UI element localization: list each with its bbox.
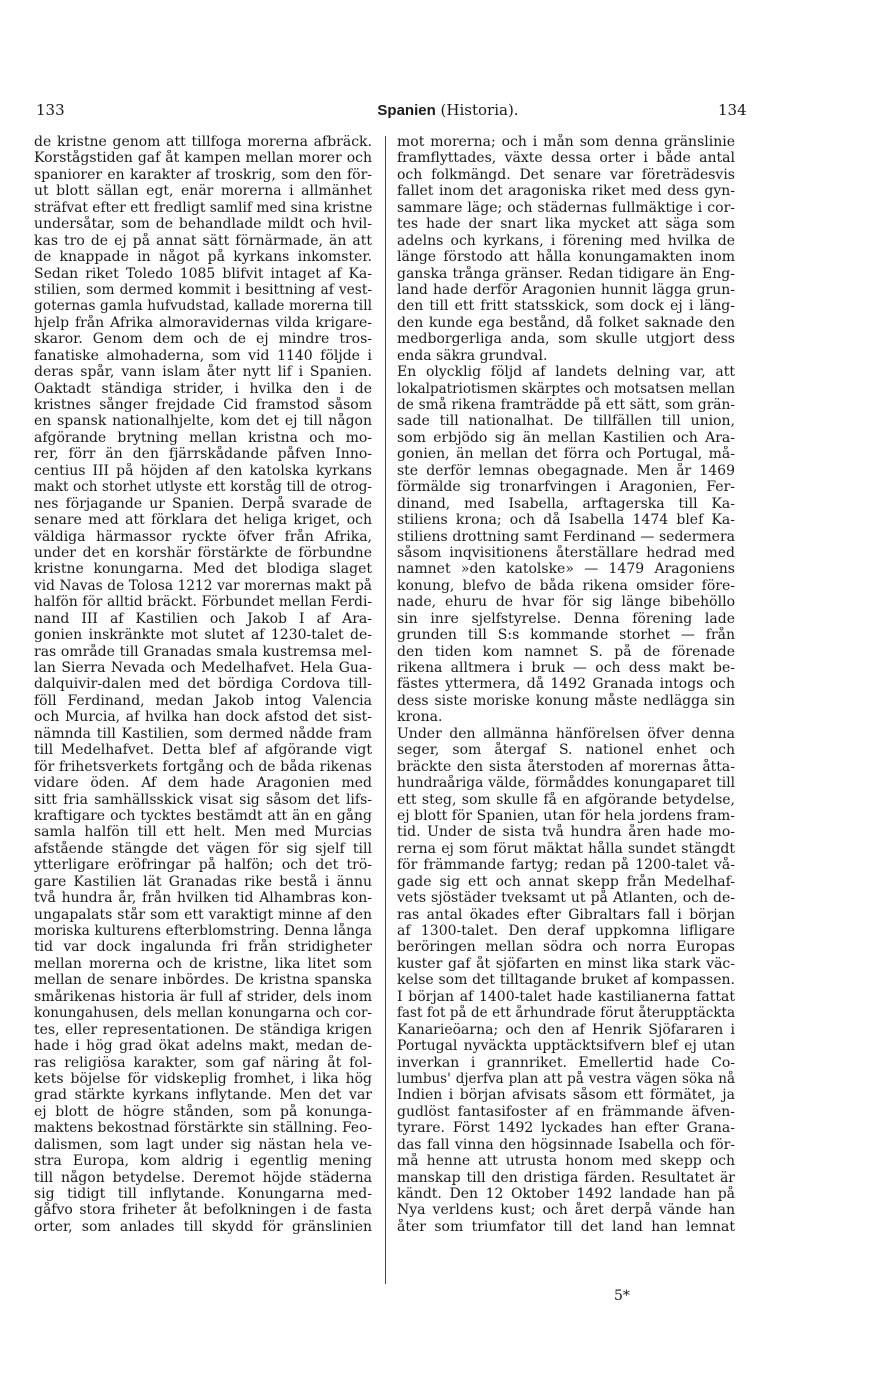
text-line: förmälde sig tronarfvingen i Aragonien, Fer- — [397, 479, 735, 496]
text-line: kuster gaf åt sjöfarten en minst lika stark väc- — [397, 955, 735, 972]
text-line: grad stärkte kyrkans inflytande. Men det var — [34, 1087, 372, 1104]
text-line: tyrare. Först 1492 lyckades han efter Grana- — [397, 1120, 735, 1137]
text-line: ytterligare eröfringar på halfön; och det trö- — [34, 857, 372, 874]
text-line: sträfvat efter ett fredligt samlif med sina kristne — [34, 199, 372, 216]
text-line: samla halfön till ett helt. Men med Murcias — [34, 824, 372, 841]
text-line: Sedan riket Toledo 1085 blifvit intaget af Ka- — [34, 265, 372, 282]
text-line: den tiden kom namnet S. på de förenade — [397, 643, 735, 660]
text-line: manskap till den dristiga färden. Resultatet är — [397, 1169, 735, 1186]
text-line: beröringen mellan södra och norra Europas — [397, 939, 735, 956]
text-line: krona. — [397, 709, 443, 726]
text-line: och folkmängd. Det senare var företrädesvis — [397, 166, 735, 183]
text-line: smårikenas historia är full af strider, dels inom — [34, 988, 372, 1005]
text-line: kets böjelse för vidskeplig fromhet, i lika hög — [34, 1070, 372, 1087]
text-line: lan Sierra Nevada och Medelhafvet. Hela Gua- — [34, 660, 372, 676]
text-line: undersåtar, som de behandlade mildt och hvil- — [34, 216, 372, 233]
text-line: seger, som återgaf S. nationel enhet och — [397, 742, 735, 759]
text-line: gonien inskränkte mot slutet af 1230-talet de- — [34, 627, 372, 644]
signature-mark: 5* — [614, 1288, 630, 1304]
text-line: orter, som anlades till skydd för gränslinien — [34, 1218, 372, 1235]
text-line: ras antal ökades efter Gibraltars fall i början — [397, 906, 735, 923]
text-line: sitt fria samhällsskick visat sig såsom det lifs- — [34, 791, 372, 808]
text-line: åter som triumfator till det land han lemnat — [397, 1218, 735, 1235]
text-line: hundraåriga välde, förmåddes konungaparet till — [397, 775, 735, 792]
text-line: hjelp från Afrika almoravidernas vilda krigare- — [34, 314, 372, 331]
text-line: kristnes sånger frejdade Cid framstod såsom — [34, 397, 372, 413]
text-line: ras religiösa karakter, som gaf näring åt fol- — [34, 1054, 372, 1071]
text-line: grunden till S:s kommande storhet — från — [397, 627, 735, 644]
text-line: Korstågstiden gaf åt kampen mellan morer och — [34, 150, 372, 167]
text-line: Kanarieöarna; och den af Henrik Sjöfararen i — [397, 1021, 735, 1038]
text-line: under det en korshär förstärkte de förbundne — [34, 544, 372, 561]
text-line: Portugal nyväckta upptäcktsifvern blef ej utan — [397, 1038, 735, 1055]
text-line: spaniorer en karakter af troskrig, som den för- — [34, 166, 372, 183]
text-line: nade, ehuru de hvar för sig länge bibehöllo — [397, 594, 735, 611]
text-line: sade till nationalhat. De tillfällen till union, — [397, 413, 735, 430]
text-line: den till ett fritt statsskick, som dock ej i läng- — [397, 298, 735, 315]
text-line: konung, blefvo de båda rikena omsider före- — [397, 577, 735, 594]
text-line: land hade derför Aragonien hunnit lägga grun- — [397, 281, 735, 298]
text-line: för frihetsverkets fortgång och de båda rikenas — [34, 758, 372, 775]
text-line: ut blott sällan egt, enär morerna i allmänhet — [34, 183, 372, 200]
text-line: fast fot på de ett århundrade förut återupptäckta — [397, 1005, 735, 1022]
text-line: och Murcia, af hvilka han dock afstod det sist- — [34, 709, 372, 726]
text-line: inverkan i grannriket. Emellertid hade Co- — [397, 1054, 735, 1071]
text-line: Indien i början afvisats såsom ett förmätet, ja — [397, 1087, 735, 1104]
running-title-sub: (Historia). — [440, 101, 519, 119]
text-line: ste derför lemnas obegagnade. Men år 1469 — [397, 462, 735, 479]
text-line: lumbus' djerfva plan att på vestra vägen söka nå — [397, 1070, 735, 1087]
text-line: hade i hög grad ökat adelns makt, medan de- — [34, 1038, 372, 1055]
text-line: tes hade der snart lika mycket att säga som — [397, 216, 735, 233]
text-line: afstående stängde det vägen för sig sjelf till — [34, 840, 372, 857]
text-line: makt och storhet utlyste ett korståg till de otrog- — [34, 479, 372, 496]
page-header — [0, 101, 896, 123]
text-line: dalquivir-dalen med det bördiga Cordova till- — [34, 676, 372, 693]
text-line: kristne konungarna. Med det blodiga slaget — [34, 561, 372, 578]
text-line: ej blott de högre stånden, som på konunga- — [34, 1103, 372, 1120]
text-line: vid Navas de Tolosa 1212 var morernas makt på — [34, 577, 372, 594]
text-line: kelse som det tilltagande bruket af kompassen. — [397, 972, 735, 989]
text-line: kas tro de ej på annat sätt förnärmade, än att — [34, 232, 372, 249]
text-line: lokalpatriotismen skärptes och motsatsen mellan — [397, 380, 735, 397]
text-line: de knappade in något på kyrkans inkomster. — [34, 249, 372, 266]
running-title-main: Spanien — [377, 102, 436, 119]
text-line: gare Kastilien lät Granadas rike bestå i ännu — [34, 873, 372, 890]
right-page-number: 134 — [718, 101, 747, 119]
text-line: dinand, med Isabella, arftagerska till Ka- — [397, 495, 735, 512]
text-line: tes, eller representationen. De ständiga krigen — [34, 1021, 372, 1038]
text-line: dalismen, som lagt under sig nästan hela ve- — [34, 1136, 372, 1153]
left-page-number: 133 — [36, 101, 65, 119]
text-line: I början af 1400-talet hade kastilianerna fattat — [397, 988, 735, 1005]
text-line: de små rikena framträdde på ett sätt, som grän- — [397, 397, 735, 413]
text-line: två hundra år, från hvilken tid Alhambras kon- — [34, 890, 372, 907]
text-line: stra Europa, kom aldrig i egentlig mening — [34, 1153, 372, 1170]
text-line: goternas gamla hufvudstad, kallade morerna till — [34, 298, 372, 315]
column-divider — [385, 136, 386, 1284]
text-line: må henne att utrusta honom med skepp och — [397, 1153, 735, 1170]
text-line: en spansk nationalhjelte, kom det ej till någon — [34, 413, 372, 430]
text-line: föll Ferdinand, medan Jakob intog Valencia — [34, 692, 372, 709]
text-line: adelns och kyrkans, i förening med hvilka de — [397, 232, 735, 249]
text-line: En olycklig följd af landets delning var, att — [397, 364, 735, 381]
text-line: kraftigare och tycktes bestämdt att än en gång — [34, 807, 372, 824]
text-line: Under den allmänna hänförelsen öfver denna — [397, 725, 735, 742]
left-text-column — [34, 134, 372, 1314]
text-line: gudlöst fantasifoster af en främmande äfven- — [397, 1103, 735, 1120]
text-line: nes förjagande ur Spanien. Derpå svarade de — [34, 495, 372, 512]
text-line: till Medelhafvet. Detta blef af afgörande vigt — [34, 742, 372, 759]
text-line: konungahusen, dels mellan konungarna och cor- — [34, 1005, 372, 1022]
text-line: till någon betydelse. Deremot höjde städerna — [34, 1169, 372, 1186]
text-line: den kunde ega bestånd, då folket saknade den — [397, 314, 735, 331]
text-line: mot morerna; och i mån som denna gränslinie — [397, 134, 735, 150]
text-line: stiliens drottning samt Ferdinand — sedermera — [397, 528, 735, 545]
text-line: mellan morerna och de kristne, lika litet som — [34, 955, 372, 972]
text-line: namnet »den katolske» — 1479 Aragoniens — [397, 561, 735, 578]
text-line: mellan de senare inbördes. De kristna spanska — [34, 972, 372, 989]
text-line: väldiga härmassor ryckte öfver från Afrika, — [34, 528, 372, 545]
text-line: bräckte den sista återstoden af morernas åtta- — [397, 758, 735, 775]
text-line: stilien, som dermed kommit i besittning af vest- — [34, 281, 372, 298]
text-line: fallet inom det aragoniska riket med dess gyn- — [397, 183, 735, 200]
text-line: fästes yttermera, då 1492 Granada intogs och — [397, 676, 735, 693]
text-line: das fall vinna den högsinnade Isabella och för- — [397, 1136, 735, 1153]
text-line: rer, förr än den fjärrskådande påfven Inno- — [34, 446, 372, 463]
text-line: tid var dock ingalunda fri från stridigheter — [34, 939, 372, 956]
text-line: fanatiske almohaderna, som vid 1140 följde i — [34, 347, 372, 364]
text-line: Nya verldens kust; och året derpå vände han — [397, 1202, 735, 1219]
text-line: ej blott för Spanien, utan för hela jordens fram- — [397, 807, 735, 824]
text-line: länge förstodo att hålla konungamakten inom — [397, 249, 735, 266]
text-line: gåfvo stora friheter åt befolkningen i de fasta — [34, 1202, 372, 1219]
text-line: kändt. Den 12 Oktober 1492 landade han på — [397, 1186, 735, 1202]
text-line: vidare öden. Af dem hade Aragonien med — [34, 775, 372, 792]
text-line: ganska trånga gränser. Redan tidigare än Eng- — [397, 265, 735, 282]
text-line: moriska kulturens efterblomstring. Denna långa — [34, 923, 372, 939]
text-line: sammare läge; och städernas fullmäktige i cor- — [397, 199, 735, 216]
text-line: gade sig ett och annat skepp från Medelhaf- — [397, 873, 735, 890]
text-line: nämnda till Kastilien, som dermed nådde fram — [34, 725, 372, 742]
running-title — [0, 101, 896, 119]
text-line: halfön för alltid bräckt. Förbundet mellan Ferdi- — [34, 594, 372, 611]
text-line: stiliens krona; och då Isabella 1474 blef Ka- — [397, 512, 735, 529]
text-line: såsom inqvisitionens återställare hedrad med — [397, 544, 735, 561]
text-line: senare med att förklara det heliga kriget, och — [34, 512, 372, 529]
text-line: ett steg, som skulle få en afgörande betydelse, — [397, 791, 735, 808]
text-line: dess siste moriske konung måste nedlägga sin — [397, 692, 735, 709]
text-line: sin inre sjelfstyrelse. Denna förening lade — [397, 610, 735, 627]
text-line: afgörande brytning mellan kristna och mo- — [34, 429, 372, 446]
text-line: skaror. Genom dem och de ej mindre tros- — [34, 331, 372, 348]
text-line: nand III af Kastilien och Jakob I af Ara- — [34, 610, 372, 627]
text-line: sig tidigt till inflytande. Konungarna med- — [34, 1186, 372, 1202]
text-line: ungapalats står som ett varaktigt minne af den — [34, 906, 372, 923]
text-line: af 1300-talet. Den deraf uppkomna lifligare — [397, 923, 735, 939]
text-line: gonien, än mellan det förra och Portugal, må- — [397, 446, 735, 463]
text-line: framflyttades, växte dessa orter i både antal — [397, 150, 735, 167]
text-line: vets sjöstäder tveksamt ut på Atlanten, och de- — [397, 890, 735, 907]
text-line: centius III på höjden af den katolska kyrkans — [34, 462, 372, 479]
text-line: enda säkra grundval. — [397, 347, 548, 364]
right-text-column — [397, 134, 735, 1314]
text-line: tid. Under de sista två hundra åren hade mo- — [397, 824, 735, 841]
text-line: Oaktadt ständiga strider, i hvilka den i de — [34, 380, 372, 397]
text-line: deras spår, vann islam åter nytt lif i Spanien. — [34, 364, 372, 381]
text-line: rikena alltmera i bruk — och dess makt be- — [397, 660, 735, 676]
text-line: maktens bekostnad förstärkte sin ställning. Feo- — [34, 1120, 372, 1137]
text-line: för främmande fartyg; redan på 1200-talet vå- — [397, 857, 735, 874]
text-line: som erbjödo sig än mellan Kastilien och Ara- — [397, 429, 735, 446]
text-line: rerna ej som förut mäktat hålla sundet stängdt — [397, 840, 735, 857]
text-line: ras område till Granadas smala kustremsa mel- — [34, 643, 372, 660]
text-line: de kristne genom att tillfoga morerna afbräck. — [34, 134, 372, 150]
text-line: medborgerliga anda, som skulle utgjort dess — [397, 331, 735, 348]
